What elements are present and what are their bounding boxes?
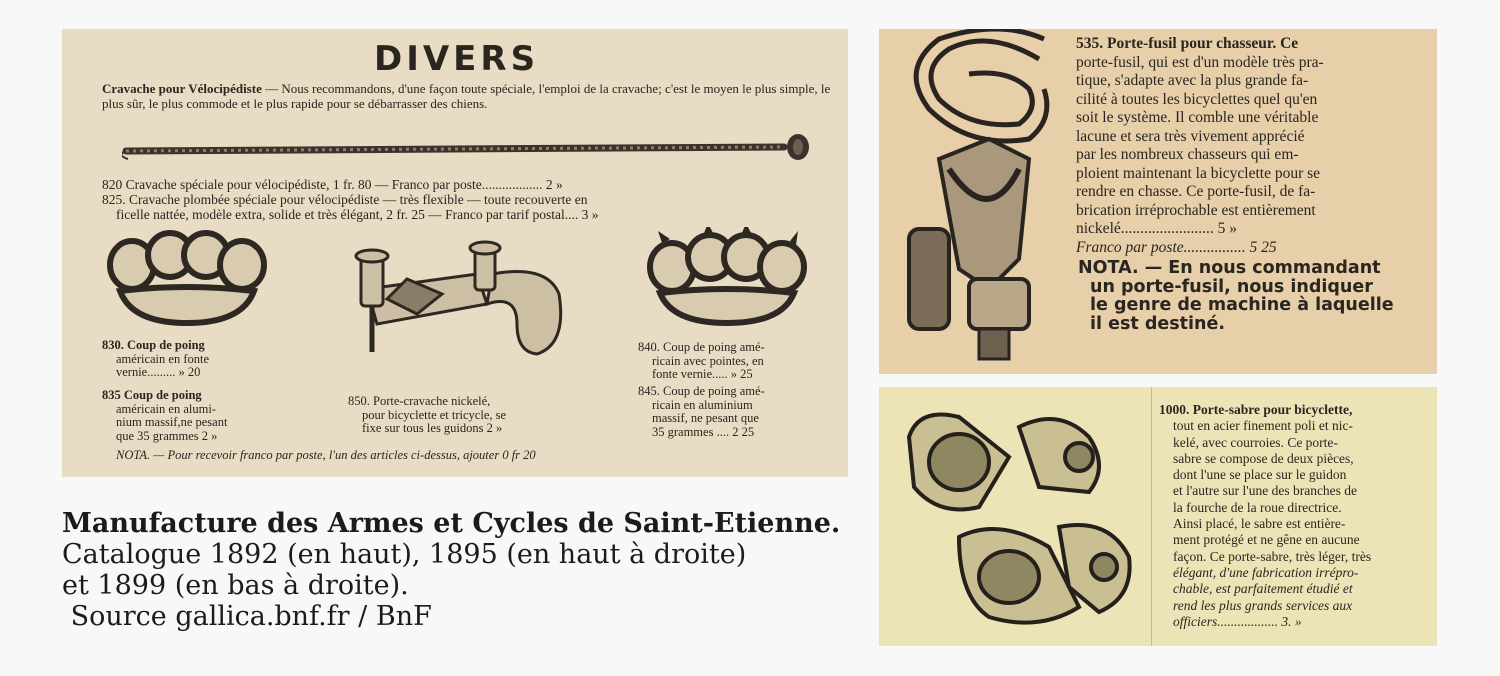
item-845-line-3: massif, ne pesant que [652,411,759,425]
nota-1895 [1078,259,1434,333]
item-840-line-3: fonte vernie..... » 25 [652,367,753,381]
porte-sabre-line: et l'autre sur l'une des branches de [1173,483,1358,499]
caption-line-2: et 1899 (en bas à droite). [62,570,409,601]
item-825-line-1: 825. Cravache plombée spéciale pour vélocipédiste — très flexible — toute recouverte en [102,192,588,207]
porte-sabre-line: la fourche de la roue directrice. [1173,499,1342,515]
brass-knuckles-illustration-left [102,227,272,327]
porte-sabre-line: sabre se compose de deux pièces, [1173,450,1354,466]
porte-fusil-line: lacune et sera très vivement apprécié [1076,127,1305,145]
item-830-title: 830. Coup de poing [102,338,205,352]
porte-fusil-line: par les nombreux chasseurs qui em- [1076,146,1299,163]
item-820: 820 Cravache spéciale pour vélocipédiste, 1 fr. 80 — Franco par poste.................. 2 » [102,177,563,192]
porte-sabre-line: Ainsi placé, le sabre est entière- [1173,516,1346,532]
item-835-line-4: que 35 grammes 2 » [116,428,218,443]
item-845-title: 845. Coup de poing amé- [638,384,765,398]
item-825-line-2: ficelle nattée, modèle extra, solide et très élégant, 2 fr. 25 — Franco par tarif postal.... 3 » [116,207,599,222]
cravache-intro [102,81,832,111]
item-850 [348,395,506,436]
nota-1895-line: il est destiné. [1090,313,1225,334]
item-845-line-4: 35 grammes .... 2 25 [652,424,755,439]
column-divider [1151,387,1152,646]
item-840-title: 840. Coup de poing amé- [638,340,765,354]
caption-title: Manufacture des Armes et Cycles de Saint-Etienne. [62,508,841,539]
nota-1895-line: un porte-fusil, nous indiquer [1090,276,1373,297]
caption-source: Source gallica.bnf.fr / BnF [62,601,432,632]
item-830 [102,339,209,380]
porte-sabre-line: ment protégé et ne gêne en aucune [1173,532,1360,548]
porte-fusil-franco-price: Franco par poste................ 5 25 [1076,238,1277,256]
item-850-title: 850. Porte-cravache nickelé, [348,394,491,408]
item-830-line-3: vernie......... » 20 [116,365,201,379]
spiked-brass-knuckles-illustration [642,227,812,327]
porte-fusil-line: porte-fusil, qui est d'un modèle très pra- [1076,53,1324,71]
item-845 [638,385,765,439]
item-840-line-2: ricain avec pointes, en [652,353,764,368]
porte-sabre-line: rend les plus grands services aux [1173,597,1353,613]
porte-fusil-line: tique, s'adapte avec la plus grande fa- [1076,72,1309,89]
item-850-line-2: pour bicyclette et tricycle, se [362,407,507,422]
cravache-intro-body: — Nous recommandons, d'une façon toute spéciale, l'emploi de la cravache; c'est le moyen le plus simple, le plus sûr, le plus commode et le plus rapide pour se débarrasser des chiens. [102,81,831,111]
item-835 [102,389,227,443]
catalogue-1892-scan [62,29,848,477]
nota-1895-line: NOTA. — En nous commandant [1078,258,1381,278]
caption-line-1: Catalogue 1892 (en haut), 1895 (en haut à droite) [62,539,747,570]
item-835-title: 835 Coup de poing [102,388,202,402]
catalogue-1895-scan [879,29,1437,374]
porte-fusil-line: soit le système. Il comble une véritable [1076,109,1319,126]
item-840 [638,341,765,382]
item-835-line-3: nium massif,ne pesant [116,415,228,429]
cravache-intro-title: Cravache pour Vélocipédiste [102,81,262,96]
catalogue-1899-scan [879,387,1437,646]
porte-sabre-line: kelé, avec courroies. Ce porte- [1173,434,1338,450]
porte-sabre-line: façon. Ce porte-sabre, très léger, très [1173,548,1372,564]
divers-heading: DIVERS [374,39,540,79]
porte-sabre-line: dont l'une se place sur le guidon [1173,467,1347,483]
item-835-line-2: américain en alumi- [116,401,216,416]
porte-sabre-line: chable, est parfaitement étudié et [1173,581,1353,597]
porte-sabre-price: officiers.................. 3. » [1173,613,1302,629]
gun-holder-illustration [879,29,1075,374]
porte-sabre-line: élégant, d'une fabrication irrépro- [1173,564,1359,580]
porte-sabre-line: 1000. Porte-sabre pour bicyclette, [1159,402,1353,417]
whip-illustration [122,133,822,165]
whip-holder-illustration [347,234,577,364]
item-845-line-2: ricain en aluminium [652,397,753,412]
porte-fusil-line: ploient maintenant la bicyclette pour se [1076,164,1321,182]
sabre-holder-illustration [889,397,1144,637]
porte-sabre-description [1159,402,1431,630]
porte-fusil-line: cilité à toutes les bicyclettes quel qu'en [1076,90,1318,108]
porte-fusil-description [1076,35,1432,257]
image-caption [62,508,840,632]
porte-fusil-price: nickelé........................ 5 » [1076,220,1238,237]
nota-1895-line: le genre de machine à laquelle [1090,295,1394,315]
porte-sabre-line: tout en acier finement poli et nic- [1173,418,1353,434]
porte-fusil-line: 535. Porte-fusil pour chasseur. Ce [1076,35,1299,52]
porte-fusil-line: brication irréprochable est entièrement [1076,201,1316,219]
porte-fusil-line: rendre en chasse. Ce porte-fusil, de fa- [1076,183,1316,200]
item-830-line-2: américain en fonte [116,351,210,366]
item-850-line-3: fixe sur tous les guidons 2 » [362,421,503,435]
nota-1892: NOTA. — Pour recevoir franco par poste, l'un des articles ci-dessus, ajouter 0 fr 20 [116,448,536,462]
